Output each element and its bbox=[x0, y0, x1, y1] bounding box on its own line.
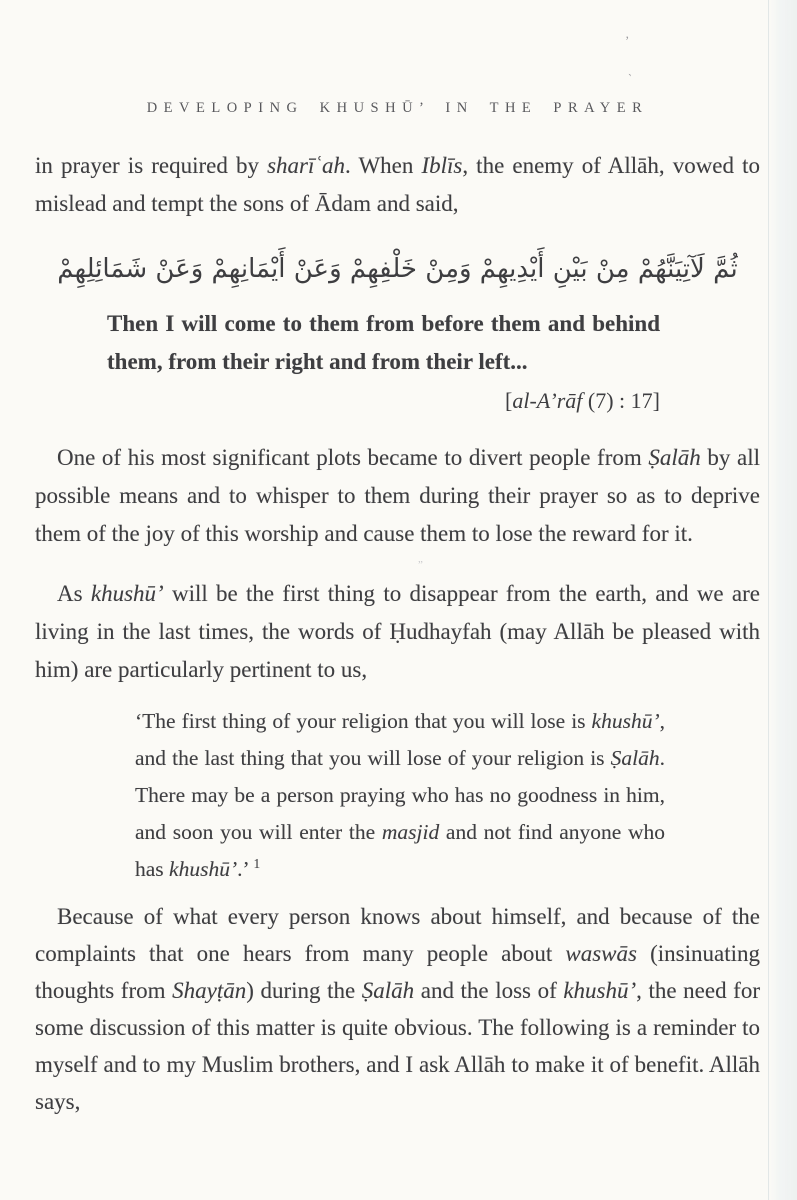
paragraph-conclusion: Because of what every person knows about himself, and because of the complaints that one hears from many people about waswās (insinuating thoughts from Shayṭān) during the Ṣalāh and the loss of khushū’, the need for some discussion of this matter is quite obvious. The following is a reminder to myself and to my Muslim brothers, and I ask Allāh to make it of benefit. Allāh says, bbox=[35, 904, 760, 1114]
running-header-title: DEVELOPING KHUSHŪ’ IN THE PRAYER bbox=[146, 100, 649, 116]
quran-arabic-verse: ثُمَّ لَآتِيَنَّهُمْ مِنْ بَيْنِ أَيْدِيهِمْ وَمِنْ خَلْفِهِمْ وَعَنْ أَيْمَانِهِمْ وَعَنْ شَمَائِلِهِمْ bbox=[57, 254, 738, 284]
scan-speck: ` bbox=[625, 70, 633, 87]
hudhayfah-quote-block: ‘The first thing of your religion that you will lose is khushū’, and the last thing that you will lose of your religion is Ṣalāh. There may be a person praying who has no goodness in him, and soon you will enter the masjid and not find anyone who has khushū’.’ $^1$ bbox=[135, 709, 666, 881]
verse-translation-block bbox=[107, 305, 660, 417]
scan-speck: ’ bbox=[625, 33, 630, 48]
scan-speck: ” bbox=[418, 559, 423, 571]
verse-translation-text: Then I will come to them from before them and behind them, from their right and from their left... bbox=[107, 311, 660, 374]
paragraph-plots: One of his most significant plots became to divert people from Ṣalāh by all possible means and to whisper to them during their prayer so as to deprive them of the joy of this worship and cause them to lose the reward for it. bbox=[35, 445, 760, 546]
verse-citation: [al-A’rāf (7) : 17] bbox=[505, 388, 660, 413]
paragraph-intro: in prayer is required by sharīʿah. When Iblīs, the enemy of Allāh, vowed to mislead and tempt the sons of Ādam and said, bbox=[35, 153, 760, 216]
paragraph-khushu-disappear: As khushū’ will be the first thing to disappear from the earth, and we are living in the last times, the words of Ḥudhayfah (may Allāh be pleased with him) are particularly pertinent to us, bbox=[35, 581, 761, 682]
